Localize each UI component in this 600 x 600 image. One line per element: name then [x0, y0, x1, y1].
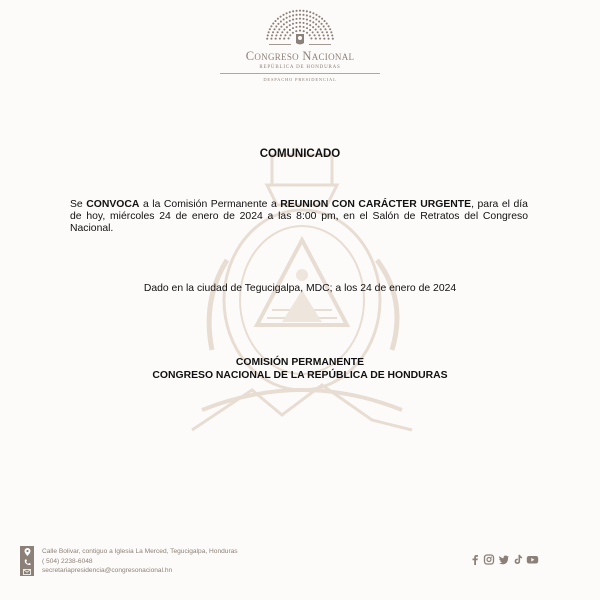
letterhead: [0, 8, 600, 82]
contact-footer: [20, 546, 238, 576]
body-bold-convoca: CONVOCA: [86, 199, 140, 210]
body-text: , para el día de hoy, miércoles 24 de enero de 2024 a las 8:00 pm, en el Salón de Retratos del Congreso Nacional.: [70, 199, 528, 234]
email-link[interactable]: secretariapresidencia@congresonacional.hn: [42, 567, 173, 575]
department-label: DESPACHO PRESIDENCIAL: [263, 77, 337, 82]
body-text: Se: [70, 199, 87, 210]
facebook-icon[interactable]: [470, 554, 480, 565]
signature-line-2: CONGRESO NACIONAL DE LA REPÚBLICA DE HONDURAS: [152, 369, 448, 381]
instagram-icon[interactable]: [483, 554, 495, 565]
brand-name: Congreso Nacional: [245, 49, 355, 63]
contact-details: [42, 547, 238, 576]
brand-subtitle: REPÚBLICA DE HONDURAS: [259, 65, 341, 70]
tiktok-icon[interactable]: [513, 554, 523, 565]
header-divider: [220, 73, 380, 74]
body-text: a la Comisión Permanente a: [139, 199, 281, 210]
youtube-icon[interactable]: [526, 554, 539, 565]
body-bold-urgent: REUNION CON CARÁCTER URGENTE: [280, 199, 472, 210]
twitter-icon[interactable]: [498, 554, 510, 565]
phone-icon: [24, 559, 31, 566]
parliament-dome-icon: [263, 8, 337, 48]
phone-text[interactable]: ( 504) 2238-6048: [42, 557, 93, 565]
convocation-paragraph: [70, 199, 528, 235]
signature-block: [0, 357, 600, 382]
honduras-coat-of-arms-icon: [172, 150, 432, 440]
signature-line-1: COMISIÓN PERMANENTE: [235, 357, 365, 368]
document-title: COMUNICADO: [259, 148, 341, 160]
mail-icon: [23, 569, 31, 575]
contact-icon-strip: [20, 546, 34, 576]
address-text: Calle Bolivar, contiguo a Iglesia La Merced, Tegucigalpa, Honduras: [42, 548, 238, 555]
social-links: [470, 554, 539, 565]
date-line: Dado en la ciudad de Tegucigalpa, MDC; a los 24 de enero de 2024: [143, 283, 457, 294]
location-pin-icon: [24, 548, 31, 556]
